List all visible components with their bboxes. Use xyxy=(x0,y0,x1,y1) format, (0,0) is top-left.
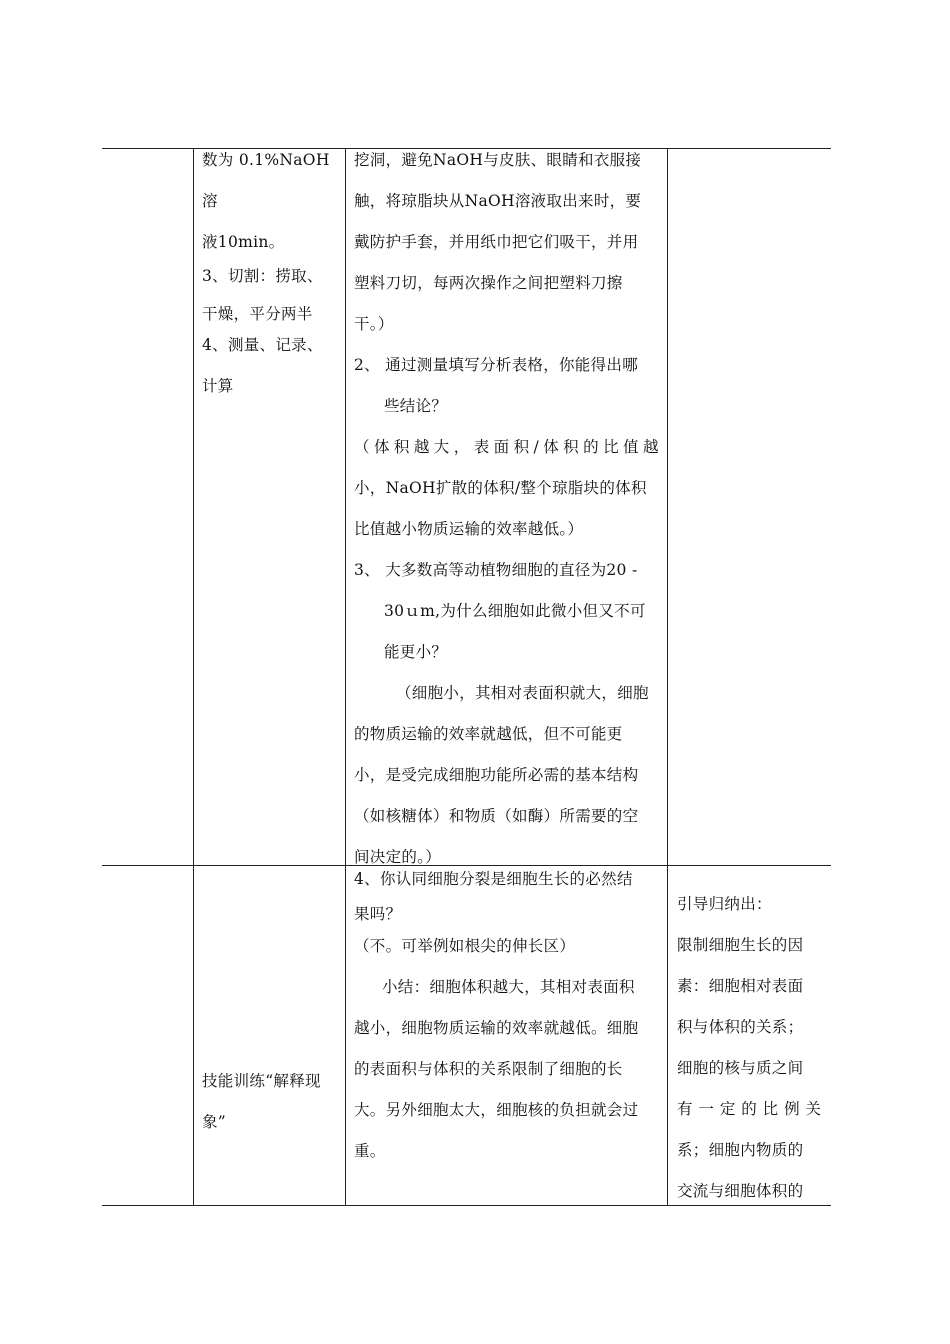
text-line: 计算 xyxy=(202,377,234,395)
text-line: 的物质运输的效率就越低，但不可能更 xyxy=(354,725,623,743)
text-line: 数为 0.1%NaOH 溶 xyxy=(202,151,330,210)
column-divider-3 xyxy=(667,148,668,1206)
text-line: 积与体积的关系； xyxy=(677,1018,804,1036)
text-line: 2、 通过测量填写分析表格，你能得出哪 xyxy=(354,356,638,374)
text-line: （不。可举例如根尖的伸长区） xyxy=(354,937,576,955)
text-line: 挖洞，避免NaOH与皮肤、眼睛和衣服接 xyxy=(354,151,642,169)
text-line: （体积越大，表面积/体积的比值越 xyxy=(354,438,660,456)
text-line: 4、你认同细胞分裂是细胞生长的必然结 xyxy=(354,870,633,888)
text-line: 小，是受完成细胞功能所必需的基本结构 xyxy=(354,766,639,784)
text-line: （如核糖体）和物质（如酶）所需要的空 xyxy=(354,807,639,825)
text-line: 系；细胞内物质的 xyxy=(677,1141,804,1159)
text-line: 有一定的比例关 xyxy=(677,1100,823,1118)
row1-col2-cell xyxy=(202,140,342,407)
text-line: 技能训练“解释现 xyxy=(202,1072,321,1090)
text-line: 细胞的核与质之间 xyxy=(677,1059,804,1077)
text-line: 的表面积与体积的关系限制了细胞的长 xyxy=(354,1060,623,1078)
text-line: 戴防护手套，并用纸巾把它们吸干，并用 xyxy=(354,233,639,251)
text-line: （细胞小，其相对表面积就大，细胞 xyxy=(396,684,649,702)
row2-col4-cell xyxy=(677,884,823,1212)
text-line: 3、 大多数高等动植物细胞的直径为20 - xyxy=(354,561,638,579)
row1-col3-cell xyxy=(354,140,660,878)
text-line: 间决定的。） xyxy=(354,848,442,866)
text-line: 3、切割：捞取、 xyxy=(202,267,323,285)
text-line: 果吗？ xyxy=(354,905,402,923)
text-line: 小，NaOH扩散的体积/整个琼脂块的体积 xyxy=(354,479,647,497)
text-line: 象” xyxy=(202,1113,227,1131)
text-line: 液10min。 xyxy=(202,233,285,251)
text-line: 大。另外细胞太大，细胞核的负担就会过 xyxy=(354,1101,639,1119)
row2-col3-cell xyxy=(354,859,660,1172)
row2-col2-cell xyxy=(202,1061,342,1143)
text-line: 塑料刀切，每两次操作之间把塑料刀擦 xyxy=(354,274,623,292)
text-line: 干。） xyxy=(354,315,394,333)
text-line: 小结：细胞体积越大，其相对表面积 xyxy=(382,978,635,996)
text-line: 素：细胞相对表面 xyxy=(677,977,804,995)
text-line: 引导归纳出： xyxy=(677,895,772,913)
column-divider-1 xyxy=(193,148,194,1206)
text-line: 触，将琼脂块从NaOH溶液取出来时，要 xyxy=(354,192,642,210)
column-divider-2 xyxy=(345,148,346,1206)
text-line: 比值越小物质运输的效率越低。） xyxy=(354,520,584,538)
text-line: 交流与细胞体积的 xyxy=(677,1182,804,1200)
text-line: 4、测量、记录、 xyxy=(202,336,323,354)
text-line: 重。 xyxy=(354,1142,386,1160)
text-line: 越小，细胞物质运输的效率就越低。细胞 xyxy=(354,1019,639,1037)
text-line: 限制细胞生长的因 xyxy=(677,936,804,954)
text-line: 些结论？ xyxy=(384,397,448,415)
text-line: 30ｕm,为什么细胞如此微小但又不可 xyxy=(384,602,646,620)
text-line: 能更小？ xyxy=(384,643,448,661)
text-line: 干燥，平分两半 xyxy=(202,305,313,323)
